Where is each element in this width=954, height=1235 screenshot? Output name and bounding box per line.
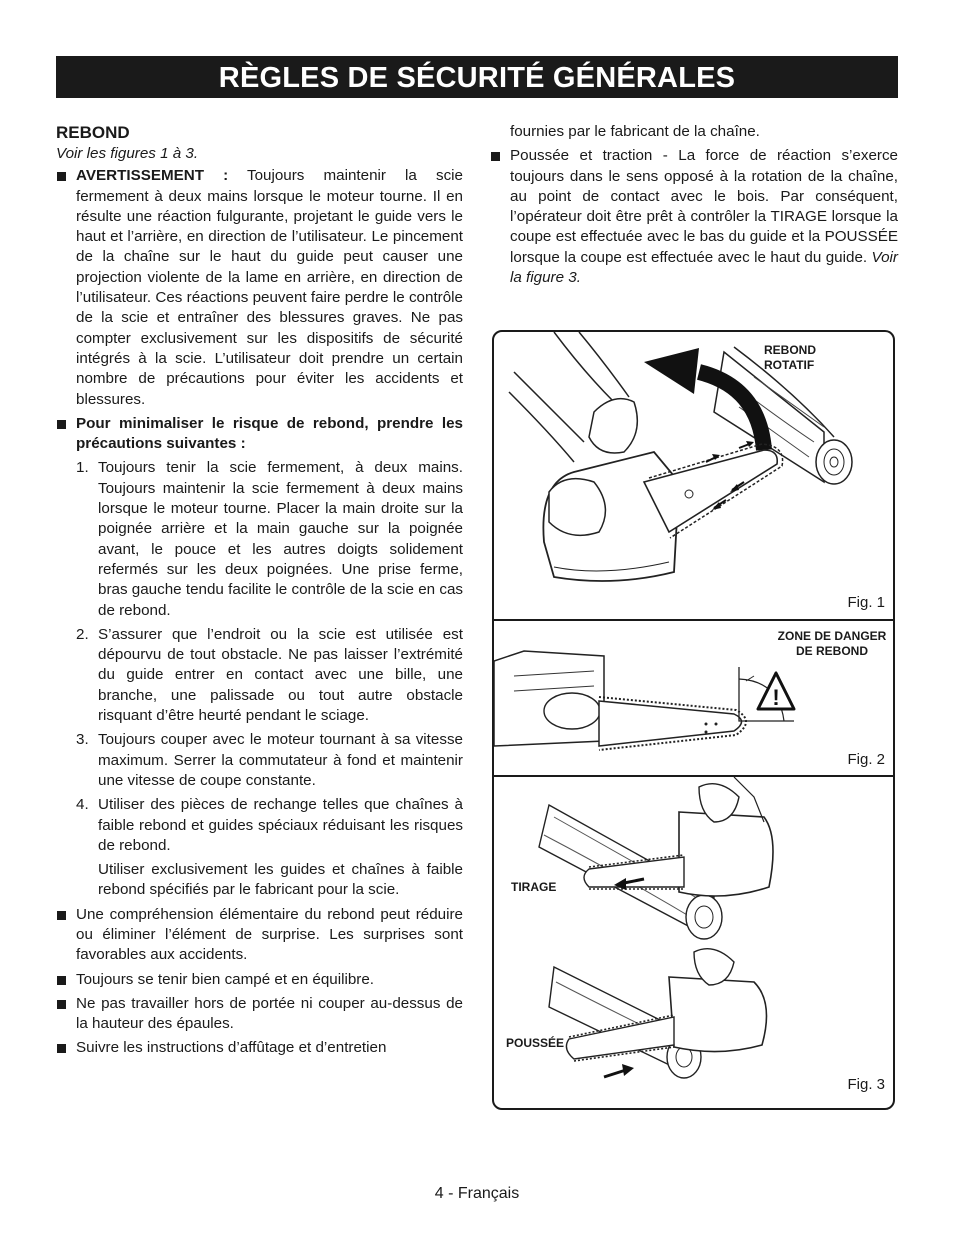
page-title: RÈGLES DE SÉCURITÉ GÉNÉRALES	[56, 56, 898, 98]
bullet-text: Ne pas travailler hors de portée ni couper au-dessus de la hauteur des épaules.	[76, 994, 463, 1033]
fig3-pull-label: TIRAGE	[511, 880, 557, 894]
continuation-text: fournies par le fabricant de la chaîne.	[510, 123, 760, 140]
step-text: Toujours tenir la scie fermement, à deux mains. Toujours maintenir la scie fermement à deux mains lorsque le moteur tourne. Placer la main droite sur la poignée arrière et la main gauche sur la poignée avant, le pouce et les autres doigts solidement refermés sur les deux poignées. Une prise ferme, bras gauche tendu facilite le contrôle de la scie en cas de rebond.	[98, 459, 463, 619]
fig2-callout	[773, 629, 891, 659]
see-figures-note: Voir les figures 1 à 3.	[56, 145, 199, 162]
left-column	[56, 122, 463, 1063]
bullet-item	[56, 970, 463, 990]
step-number: 4.	[76, 796, 89, 814]
fig2-label: Fig. 2	[847, 751, 885, 768]
precautions-heading	[56, 414, 463, 455]
warning-label: AVERTISSEMENT :	[76, 167, 229, 185]
figure-1	[494, 332, 893, 621]
bullet-item	[56, 905, 463, 966]
precautions-title: Pour minimaliser le risque de rebond, prendre les précautions suivantes :	[76, 414, 463, 453]
step-number: 2.	[76, 625, 89, 643]
fig1-callout	[764, 343, 816, 373]
warning-paragraph	[56, 166, 463, 410]
fig1-callout-line1: REBOND	[764, 343, 817, 357]
fig3-label: Fig. 3	[847, 1076, 885, 1093]
fig1-label: Fig. 1	[847, 594, 885, 611]
figure-2	[494, 621, 893, 777]
bullet-square-icon	[57, 976, 66, 985]
step-item	[56, 795, 463, 856]
bullet-square-icon	[57, 420, 66, 429]
step-item	[56, 625, 463, 726]
bullet-text: Toujours se tenir bien campé et en équilibre.	[76, 970, 375, 988]
figure-3	[494, 777, 893, 1107]
bullet-text: Suivre les instructions d’affûtage et d’entretien	[76, 1039, 387, 1057]
step-item	[56, 730, 463, 791]
fig1-callout-line2: ROTATIF	[764, 358, 815, 372]
step-text: Utiliser des pièces de rechange telles que chaînes à faible rebond et guides spéciaux réduisant les risques de rebond.	[98, 796, 463, 854]
push-pull-text: Poussée et traction - La force de réaction s’exerce toujours dans le sens opposé à la rotation de la chaîne, au point de contact avec le bois. Par conséquent, l’opérateur doit être prêt à contrôler la TIRAGE lorsque la coupe est effectuée avec le bas du guide et la POUSSÉE lorsque la coupe est effectuée avec le haut du guide.	[510, 147, 898, 266]
step-text: Toujours couper avec le moteur tournant à sa vitesse maximum. Serrer la commutateur à fond et maintenir une vitesse de coupe constante.	[98, 731, 463, 789]
fig3-push-label: POUSSÉE	[506, 1036, 565, 1050]
step4-extra: Utiliser exclusivement les guides et chaînes à faible rebond spécifiés par le fabricant pour la scie.	[98, 861, 463, 899]
right-column	[490, 122, 898, 292]
bullet-item	[56, 1038, 463, 1058]
bullet-square-icon	[491, 152, 500, 161]
step-item	[56, 458, 463, 620]
page-footer: 4 - Français	[434, 1185, 520, 1202]
fig3-illustration	[494, 777, 895, 1107]
fig1-illustration	[494, 332, 895, 619]
section-title: REBOND	[56, 123, 130, 142]
fig2-callout-line1: ZONE DE DANGER	[777, 629, 887, 643]
push-pull-paragraph	[490, 146, 898, 288]
step-number: 1.	[76, 459, 89, 477]
bullet-square-icon	[57, 1000, 66, 1009]
push-pull-figure-ref: Voir la figure 3.	[510, 248, 898, 287]
bullet-square-icon	[57, 172, 66, 181]
bullet-item	[56, 994, 463, 1035]
step-text: S’assurer que l’endroit ou la scie est utilisée est dépourvu de tout obstacle. Ne pas laisser l’extrémité du guide entrer en contact avec une bille, une branche, une palissade ou tout autre obstacle risquant d’être heurté pendant le sciage.	[98, 625, 463, 725]
svg-text:!: !	[772, 685, 780, 710]
figures-panel	[492, 330, 895, 1110]
bullet-text: Une compréhension élémentaire du rebond peut réduire ou éliminer l’élément de surprise. Les surprises sont favorables aux accidents.	[76, 905, 463, 964]
warning-text: Toujours maintenir la scie fermement à deux mains lorsque le moteur tourne. Il en résulte une réaction fulgurante, projetant le guide vers le haut et l’arrière, en direction de l’utilisateur. Le pincement de la chaîne sur le haut du guide peut causer une projection violente de la lame en arrière, en direction de l’utilisateur. Ces réactions peuvent faire perdre le contrôle de la scie et entraîner des blessures graves. Ne pas compter exclusivement sur les dispositifs de sécurité intégrés à la scie. L’utilisateur doit prendre un certain nombre de précautions pour éviter les accidents et blessures.	[76, 167, 463, 408]
fig2-callout-line2: DE REBOND	[795, 644, 868, 658]
bullet-square-icon	[57, 911, 66, 920]
step-number: 3.	[76, 731, 89, 749]
bullet-square-icon	[57, 1044, 66, 1053]
